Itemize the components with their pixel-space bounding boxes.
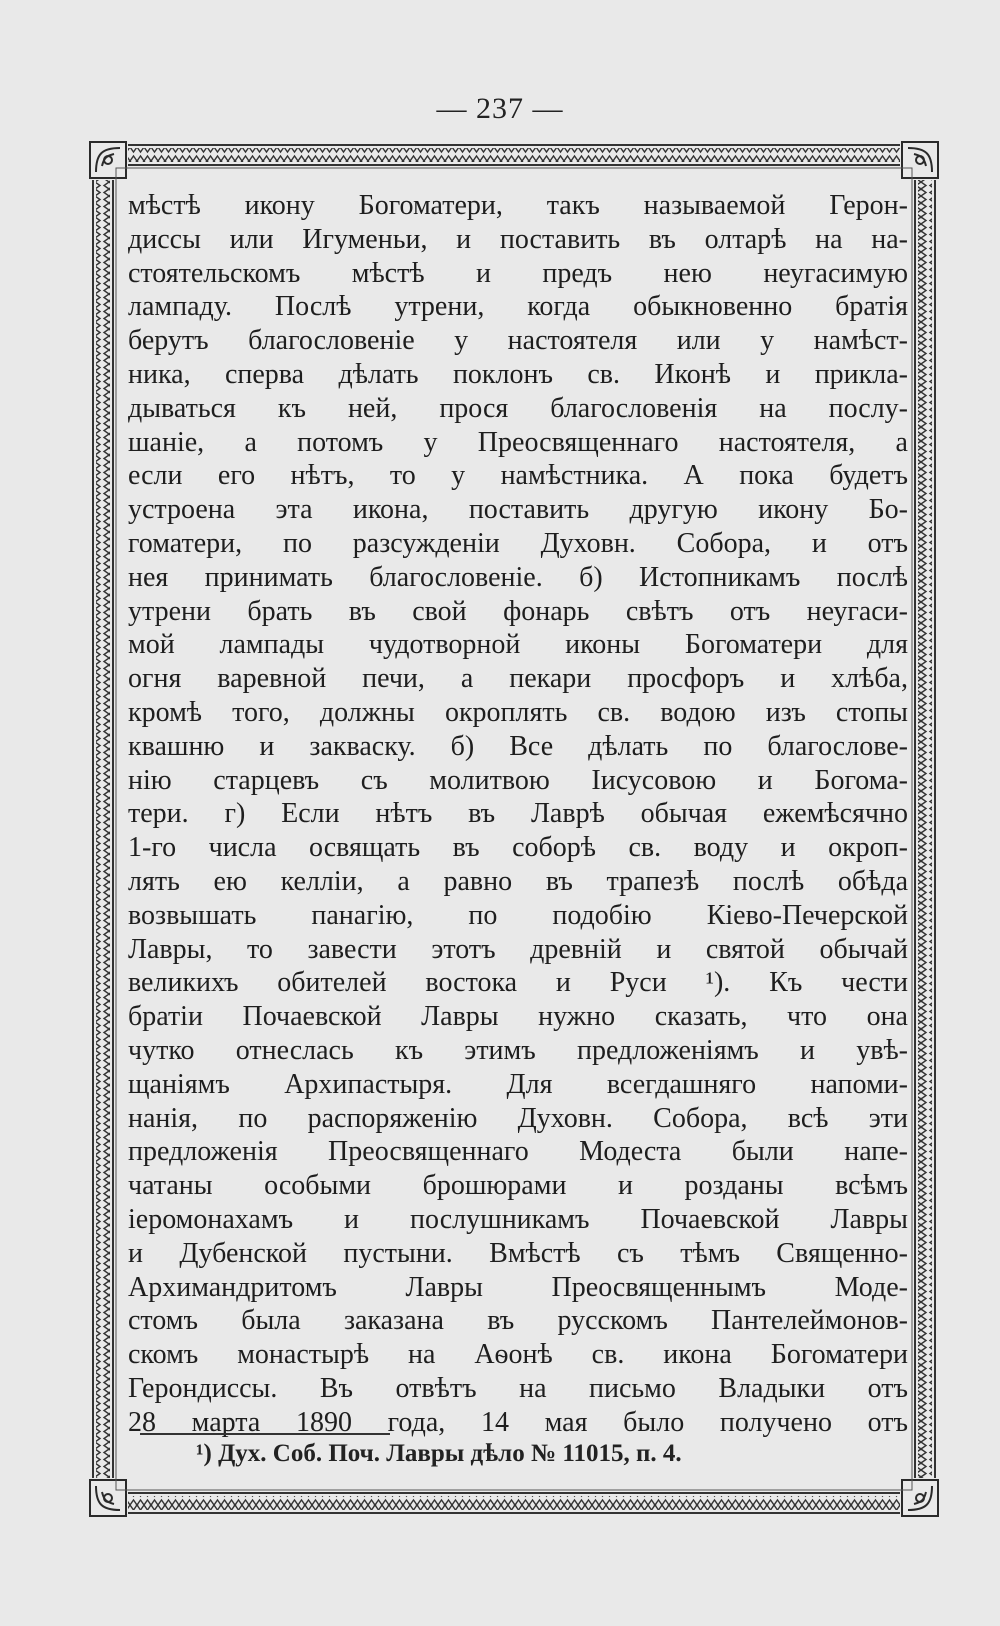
text-line: 28 марта 1890 года, 14 мая было получено отъ (128, 1406, 908, 1438)
text-line: шаніе, а потомъ у Преосвященнаго настоятеля, а (128, 426, 908, 458)
text-line: братіи Почаевской Лавры нужно сказать, что она (128, 1001, 908, 1033)
text-line: іеромонахамъ и послушникамъ Почаевской Лавры (128, 1203, 908, 1235)
text-line: чутко отнеслась къ этимъ предложеніямъ и увѣ- (128, 1034, 908, 1066)
text-line: и Дубенской пустыни. Вмѣстѣ съ тѣмъ Священно- (128, 1237, 908, 1269)
page-number: — 237 — (436, 92, 564, 125)
text-line: лять ею келліи, а равно въ трапезѣ послѣ обѣда (128, 865, 908, 897)
text-line: Лавры, то завести этотъ древній и святой обычай (128, 933, 908, 965)
footnote: ¹) Дух. Соб. Поч. Лавры дѣло № 11015, п. 4. (196, 1440, 682, 1467)
text-line: диссы или Игуменьи, и поставить въ олтарѣ на на- (128, 223, 908, 255)
text-line: берутъ благословеніе у настоятеля или у намѣст- (128, 325, 908, 357)
text-line: нію старцевъ съ молитвою Іисусовою и Богома- (128, 764, 908, 796)
corner-ornament (90, 142, 126, 178)
footnote-rule (140, 1433, 390, 1435)
text-line: квашню и закваску. б) Все дѣлать по благослове- (128, 730, 908, 762)
text-line: Архимандритомъ Лавры Преосвященнымъ Моде- (128, 1271, 908, 1303)
text-line: мой лампады чудотворной иконы Богоматери для (128, 629, 908, 661)
text-line: огня варевной печи, а пекари просфоръ и хлѣба, (128, 663, 908, 695)
body-text (128, 189, 908, 1439)
text-line: гоматери, по разсужденіи Духовн. Собора, и отъ (128, 527, 908, 559)
text-line: нея принимать благословеніе. б) Истопникамъ послѣ (128, 561, 908, 593)
text-line: ника, сперва дѣлать поклонъ св. Иконѣ и прикла- (128, 358, 908, 390)
text-line: мѣстѣ икону Богоматери, такъ называемой Герон- (128, 190, 908, 221)
text-line: Герондиссы. Въ отвѣтъ на письмо Владыки отъ (128, 1372, 908, 1404)
text-line: скомъ монастырѣ на Аѳонѣ св. икона Богоматери (128, 1339, 908, 1371)
text-line: щаніямъ Архипастыря. Для всегдашняго напоми- (128, 1068, 908, 1100)
text-line: утрени брать въ свой фонарь свѣтъ отъ неугаси- (128, 595, 908, 627)
text-line: нанія, по распоряженію Духовн. Собора, всѣ эти (128, 1102, 908, 1134)
text-line: предложенія Преосвященнаго Модеста были напе- (128, 1136, 908, 1168)
text-line: дываться къ ней, прося благословенія на послу- (128, 392, 908, 424)
text-line: кромѣ того, должны окроплять св. водою изъ стопы (128, 696, 908, 728)
text-line: чатаны особыми брошюрами и розданы всѣмъ (128, 1170, 908, 1202)
text-line: лампаду. Послѣ утрени, когда обыкновенно братія (128, 291, 908, 323)
text-line: стоятельскомъ мѣстѣ и предъ нею неугасимую (128, 257, 908, 289)
text-line: устроена эта икона, поставить другую икону Бо- (128, 494, 908, 526)
text-line: 1-го числа освящать въ соборѣ св. воду и окроп- (128, 832, 908, 864)
text-line: если его нѣтъ, то у намѣстника. А пока будетъ (128, 460, 908, 492)
text-line: возвышать панагію, по подобію Кіево-Печерской (128, 899, 908, 931)
text-line: великихъ обителей востока и Руси ¹). Къ чести (128, 967, 908, 999)
text-line: стомъ была заказана въ русскомъ Пантелеймонов- (128, 1305, 908, 1337)
text-line: тери. г) Если нѣтъ въ Лаврѣ обычая ежемѣсячно (128, 798, 908, 830)
